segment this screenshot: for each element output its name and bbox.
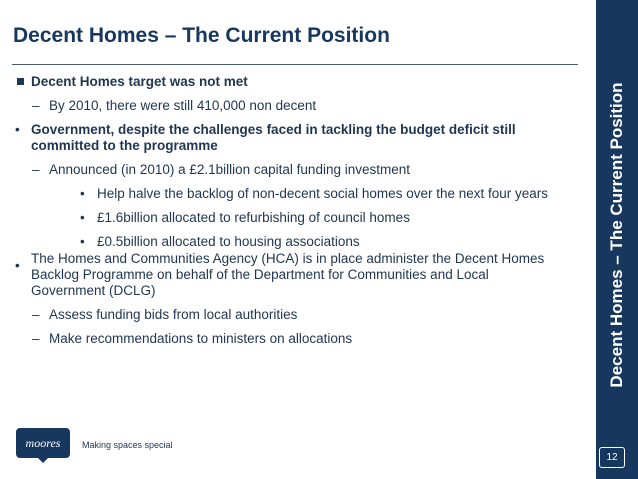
dash-marker: – [32,307,40,322]
slide-title: Decent Homes – The Current Position [13,24,390,47]
dot-marker: • [80,186,85,201]
logo-text: moores [25,436,61,450]
dot-marker: • [15,258,20,273]
dash-marker: – [32,98,40,113]
bullet-government-line1: Government, despite the challenges faced in tackling the budget deficit still [31,122,516,137]
bullet-hca-line2: Backlog Programme on behalf of the Department for Communities and Local [31,267,489,282]
moores-logo [14,426,72,464]
dash-marker: – [32,331,40,346]
title-divider [12,64,578,65]
subsub-bullet-halve-backlog: Help halve the backlog of non-decent social homes over the next four years [97,186,549,201]
sub-bullet-410000: By 2010, there were still 410,000 non decent [49,98,317,113]
square-bullet-icon [17,78,24,85]
dot-marker: • [80,234,85,249]
dash-marker: – [32,162,40,177]
subsub-bullet-housing-associations: £0.5billion allocated to housing associations [97,234,360,249]
dot-marker: • [80,210,85,225]
dot-marker: • [15,122,20,137]
tagline: Making spaces special [82,440,173,450]
sub-bullet-assess-bids: Assess funding bids from local authorities [49,307,298,322]
bullet-government-line2: committed to the programme [31,138,218,153]
bullet-hca-line1: The Homes and Communities Agency (HCA) is in place administer the Decent Homes [31,251,545,266]
subsub-bullet-council-homes: £1.6billion allocated to refurbishing of council homes [97,210,410,225]
vertical-title: Decent Homes – The Current Position [607,82,626,388]
sub-bullet-recommendations: Make recommendations to ministers on allocations [49,331,353,346]
sub-bullet-announced: Announced (in 2010) a £2.1billion capital funding investment [49,162,410,177]
sidebar [596,0,638,479]
bullet-decent-homes-target: Decent Homes target was not met [31,74,248,89]
bullet-hca-line3: Government (DCLG) [31,283,156,298]
page-number: 12 [599,447,625,468]
